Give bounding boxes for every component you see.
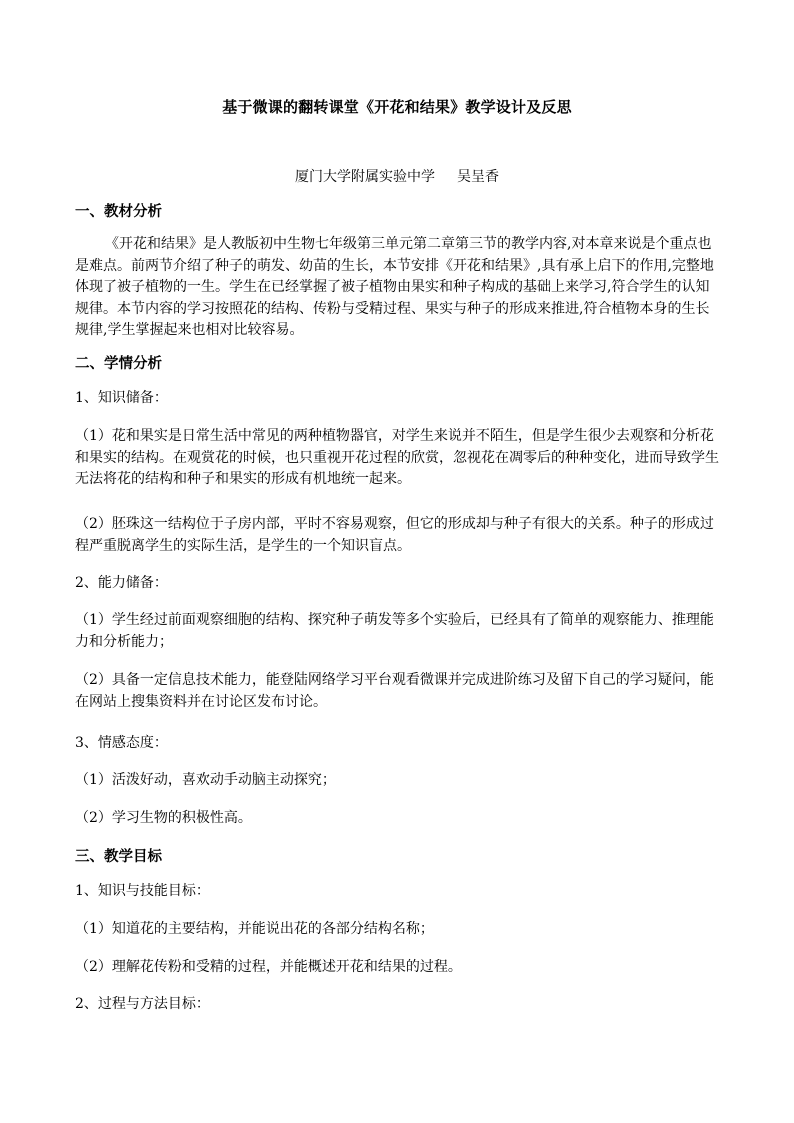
- author-name: 吴呈香: [457, 169, 499, 185]
- paragraph-ability-2: （2）具备一定信息技术能力，能登陆网络学习平台观看微课并完成进阶练习及留下自己的学习疑问，能在网站上搜集资料并在讨论区发布讨论。: [75, 672, 714, 710]
- paragraph-goal-1: （1）知道花的主要结构，并能说出花的各部分结构名称；: [75, 921, 434, 937]
- section-heading-student-analysis: 二、学情分析: [75, 355, 162, 372]
- paragraph-knowledge-1: （1）花和果实是日常生活中常见的两种植物器官，对学生来说并不陌生，但是学生很少去观察和分析花和果实的结构。在观赏花的时候，也只重视开花过程的欣赏，忽视花在凋零后的种种变化，进而导致学生无法将花的结构和种子和果实的形成有机地统一起来。: [75, 428, 719, 487]
- subheading-knowledge-skills: 1、知识与技能目标：: [75, 883, 210, 899]
- subheading-attitude: 3、情感态度：: [75, 735, 168, 751]
- school-name: 厦门大学附属实验中学: [295, 169, 435, 185]
- paragraph-textbook-analysis: 《开花和结果》是人教版初中生物七年级第三单元第二章第三节的教学内容,对本章来说是个重点也是难点。前两节介绍了种子的萌发、幼苗的生长，本节安排《开花和结果》,具有承上启下的作用,完整地体现了被子植物的一生。学生在已经掌握了被子植物由果实和种子构成的基础上来学习,符合学生的认知规律。本节内容的学习按照花的结构、传粉与受精过程、果实与种子的形成来推进,符合植物本身的生长规律,学生掌握起来也相对比较容易。: [75, 236, 714, 338]
- author-line: [0, 166, 794, 186]
- paragraph-attitude-1: （1）活泼好动，喜欢动手动脑主动探究；: [75, 772, 336, 788]
- subheading-process-methods: 2、过程与方法目标：: [75, 996, 210, 1012]
- document-title: 基于微课的翻转课堂《开花和结果》教学设计及反思: [222, 98, 572, 116]
- subheading-ability: 2、能力储备：: [75, 575, 168, 591]
- section-heading-teaching-goals: 三、教学目标: [75, 848, 162, 865]
- section-heading-textbook-analysis: 一、教材分析: [75, 203, 162, 220]
- subheading-knowledge: 1、知识储备：: [75, 390, 168, 406]
- paragraph-attitude-2: （2）学习生物的积极性高。: [75, 810, 252, 826]
- paragraph-goal-2: （2）理解花传粉和受精的过程，并能概述开花和结果的过程。: [75, 959, 462, 975]
- paragraph-ability-1: （1）学生经过前面观察细胞的结构、探究种子萌发等多个实验后，已经具有了简单的观察能力、推理能力和分析能力；: [75, 612, 714, 650]
- paragraph-knowledge-2: （2）胚珠这一结构位于子房内部，平时不容易观察，但它的形成却与种子有很大的关系。种子的形成过程严重脱离学生的实际生活，是学生的一个知识盲点。: [75, 516, 714, 554]
